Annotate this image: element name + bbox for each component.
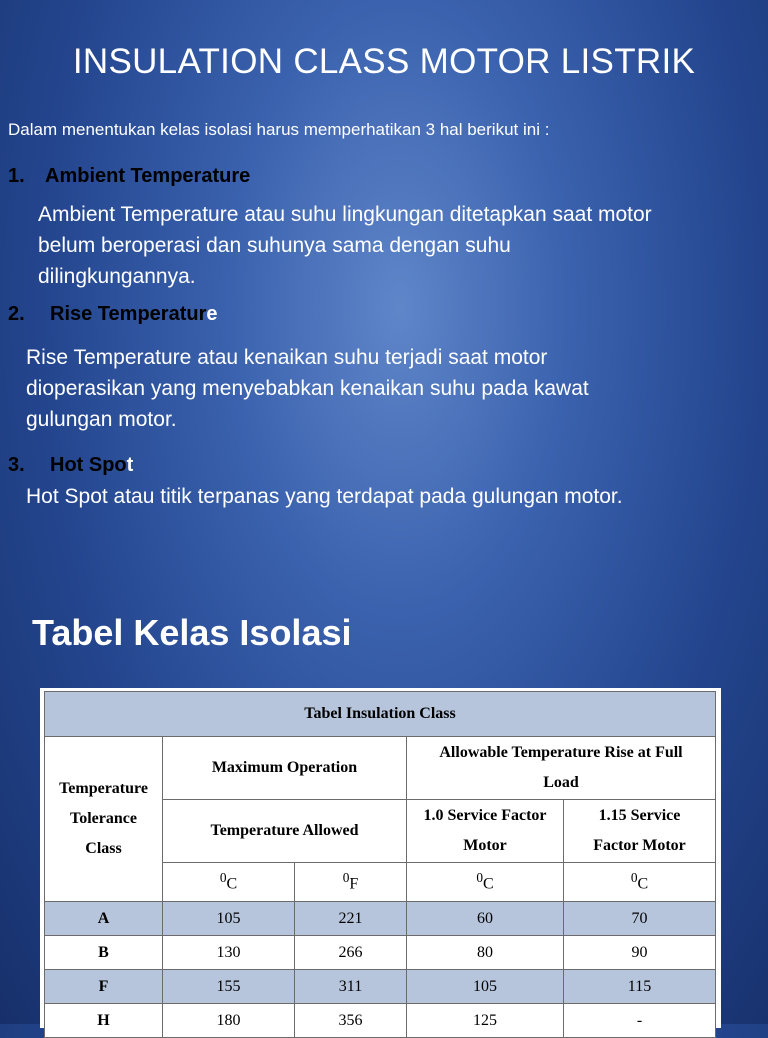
insulation-table-container	[40, 688, 721, 1028]
temp-c-cell: 155	[163, 970, 295, 1004]
item-heading-tail: t	[126, 454, 134, 476]
class-cell: F	[45, 970, 163, 1004]
paragraph-line: dioperasikan yang menyebabkan kenaikan suhu pada kawat	[26, 377, 589, 400]
header-temperature-class	[45, 737, 163, 902]
item-paragraph-1	[38, 199, 652, 292]
table-section-title: Tabel Kelas Isolasi	[32, 612, 352, 653]
temp-f-cell: 311	[295, 970, 407, 1004]
paragraph-line: Hot Spot atau titik terpanas yang terdapat pada gulungan motor.	[26, 485, 623, 508]
temp-f-cell: 356	[295, 1004, 407, 1038]
table-row	[45, 970, 716, 1004]
header-line: 1.15 Service	[598, 807, 681, 824]
class-cell: H	[45, 1004, 163, 1038]
header-temperature-allowed: Temperature Allowed	[163, 800, 407, 863]
temp-f-cell: 221	[295, 902, 407, 936]
header-allowable-rise	[407, 737, 716, 800]
header-max-operation: Maximum Operation	[163, 737, 407, 800]
class-cell: B	[45, 936, 163, 970]
header-line: Motor	[463, 837, 507, 854]
item-number: 3.	[8, 454, 25, 476]
rise-sf115-cell: 70	[564, 902, 716, 936]
header-row-1	[45, 737, 716, 800]
header-line: Allowable Temperature Rise at Full	[439, 744, 683, 761]
item-number: 1.	[8, 165, 25, 187]
rise-sf10-cell: 60	[407, 902, 564, 936]
temp-c-cell: 180	[163, 1004, 295, 1038]
item-heading-tail: e	[206, 303, 218, 325]
item-paragraph-3	[26, 481, 623, 512]
header-service-factor-10	[407, 800, 564, 863]
paragraph-line: Ambient Temperature atau suhu lingkungan ditetapkan saat motor	[38, 203, 652, 226]
insulation-class-table	[44, 691, 716, 1038]
table-row	[45, 936, 716, 970]
header-line: Temperature	[59, 780, 148, 797]
item-heading-text: Hot Spo	[50, 454, 127, 476]
table-row	[45, 1004, 716, 1038]
paragraph-line: Rise Temperature atau kenaikan suhu terjadi saat motor	[26, 346, 548, 369]
item-heading-3	[8, 454, 133, 477]
paragraph-line: gulungan motor.	[26, 408, 177, 431]
table-title-cell: Tabel Insulation Class	[45, 692, 716, 737]
rise-sf115-cell: 115	[564, 970, 716, 1004]
item-heading-text: Rise Temperatur	[50, 303, 207, 325]
rise-sf10-cell: 125	[407, 1004, 564, 1038]
paragraph-line: belum beroperasi dan suhunya sama dengan suhu	[38, 234, 511, 257]
class-cell: A	[45, 902, 163, 936]
table-title-row	[45, 692, 716, 737]
unit-celsius: $^0$C	[163, 863, 295, 902]
unit-fahrenheit: $^0$F	[295, 863, 407, 902]
header-line: 1.0 Service Factor	[423, 807, 547, 824]
item-heading-1	[8, 165, 250, 188]
rise-sf10-cell: 80	[407, 936, 564, 970]
rise-sf115-cell: -	[564, 1004, 716, 1038]
header-line: Factor Motor	[593, 837, 686, 854]
unit-celsius: $^0$C	[564, 863, 716, 902]
item-heading-2	[8, 303, 217, 326]
table-row	[45, 902, 716, 936]
item-number: 2.	[8, 303, 25, 325]
header-service-factor-115	[564, 800, 716, 863]
header-line: Load	[543, 774, 579, 791]
header-line: Tolerance	[70, 810, 137, 827]
rise-sf10-cell: 105	[407, 970, 564, 1004]
temp-c-cell: 130	[163, 936, 295, 970]
header-line: Class	[85, 840, 122, 857]
temp-c-cell: 105	[163, 902, 295, 936]
unit-celsius: $^0$C	[407, 863, 564, 902]
intro-text: Dalam menentukan kelas isolasi harus memperhatikan 3 hal berikut ini :	[8, 120, 550, 139]
item-paragraph-2	[26, 342, 589, 435]
slide-title: INSULATION CLASS MOTOR LISTRIK	[72, 42, 696, 81]
rise-sf115-cell: 90	[564, 936, 716, 970]
item-heading-text: Ambient Temperature	[45, 165, 251, 187]
paragraph-line: dilingkungannya.	[38, 265, 196, 288]
temp-f-cell: 266	[295, 936, 407, 970]
